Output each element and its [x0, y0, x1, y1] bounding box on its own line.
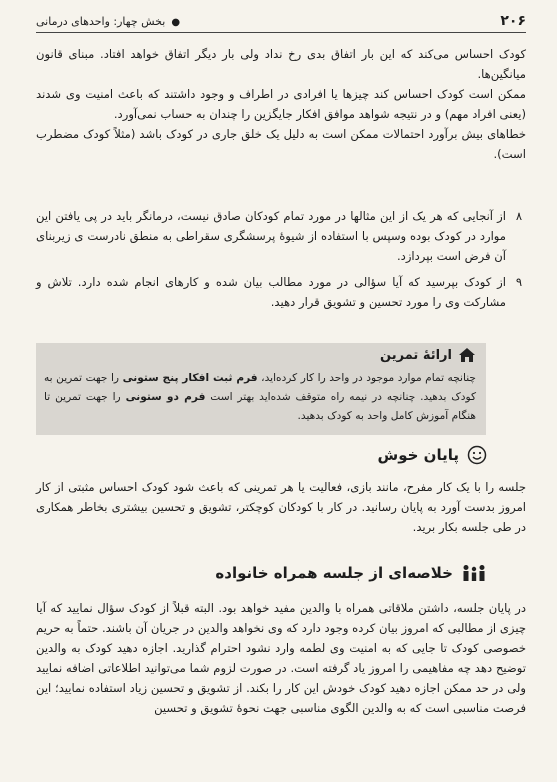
bullet-icon: ● — [171, 16, 181, 28]
intro-paragraphs — [36, 44, 526, 164]
family-summary-text: در پایان جلسه، داشتن ملاقاتی همراه با والدین مفید خواهد بود. البته قبلاً از کودک سؤال نمایید که آیا چیزی از مطالبی که امروز بیان کرده وجود دارد که وی نخواهد والدین در جریان آن باشند. حتماً به حریم خصوصی کودک تا جایی که به امنیت وی لطمه وارد نشود احترام گذارید. اجازه دهید کودک به والدین توضیح دهد چه مفاهیمی را امروز یاد گرفته است. در صورت لزوم شما می‌توانید اطلاعاتی اضافه نمایید ولی در حد ممکن اجازه دهید کودک خودش این کار را بکند. از تشویق و تحسین زیاد استفاده نمایید؛ این فرصت مناسبی است که به والدین الگوی مناسبی جهت نحوهٔ تشویق و تحسین — [36, 601, 526, 715]
item-number: ۹ — [515, 275, 523, 289]
page-header — [36, 10, 526, 32]
item-number: ۸ — [515, 209, 523, 223]
good-ending-heading: پایان خوش — [378, 445, 487, 465]
page-number: ۲۰۶ — [500, 13, 526, 29]
exercise-text: چنانچه تمام موارد موجود در واحد را کار کرده‌اید، فرم ثبت افکار پنج ستونی را جهت تمرین به کودک بدهید. چنانچه در نیمه راه متوقف شده‌اید بهتر است فرم دو ستونی را جهت تمرین تا هنگام آموزش کامل واحد به کودک بدهید. — [44, 372, 476, 422]
family-icon — [461, 564, 487, 582]
numbered-list — [36, 206, 526, 312]
smiley-icon — [467, 445, 487, 465]
good-ending-body — [36, 477, 526, 537]
exercise-title: ارائهٔ تمرین — [380, 347, 476, 363]
list-item — [36, 272, 526, 312]
intro-paragraph-1: کودک احساس می‌کند که این بار اتفاق بدی رخ نداد ولی بار دیگر اتفاق خواهد افتاد. مبنای قانون میانگین‌ها. — [36, 47, 526, 81]
house-icon — [458, 347, 476, 363]
good-ending-text: جلسه را با یک کار مفرح، مانند بازی، فعالیت یا هر تمرینی که باعث شود کودک احساس مثبتی از کار امروز بدست آورد به پایان رسانید. در کار با کودکان کوچکتر، تشویق و تحسین بیشتری بخاطر همکاری در طی جلسه بکار برید. — [36, 480, 526, 534]
two-column-form-term: فرم دو ستونی — [125, 391, 206, 403]
exercise-box — [36, 343, 486, 435]
intro-paragraph-3: خطاهای بیش برآورد احتمالات ممکن است به دلیل یک خلق جاری در کودک باشد (مثلاً کودک مضطرب است). — [36, 127, 526, 161]
family-summary-heading: خلاصه‌ای از جلسه همراه خانواده — [215, 564, 487, 582]
intro-paragraph-2: ممکن است کودک احساس کند چیزها یا افرادی در اطراف و وجود داشتند که باعث امنیت وی شدند (یعنی افراد مهم) و در نتیجه شواهد موافق افکار جایگزین را چندان به حساب نمی‌آورد. — [36, 87, 526, 121]
family-summary-body — [36, 598, 526, 718]
item-text: از کودک بپرسید که آیا سؤالی در مورد مطالب بیان شده و کارهای انجام شده دارد. تلاش و مشارکت وی را مورد تحسین و تشویق قرار دهید. — [36, 275, 506, 309]
list-item — [36, 206, 526, 266]
header-rule — [36, 32, 526, 33]
item-text: از آنجایی که هر یک از این مثالها در مورد تمام کودکان صادق نیست، درمانگر باید در پی یافتن این موارد در کودک بوده وسپس با استفاده از شیوهٔ پرسشگری سقراطی به منطق نادرست ی زیربنای آن فرض است بپردازد. — [36, 209, 506, 263]
running-head: ●بخش چهار: واحدهای درمانی — [36, 14, 181, 28]
five-column-form-term: فرم ثبت افکار پنج ستونی — [122, 372, 258, 384]
